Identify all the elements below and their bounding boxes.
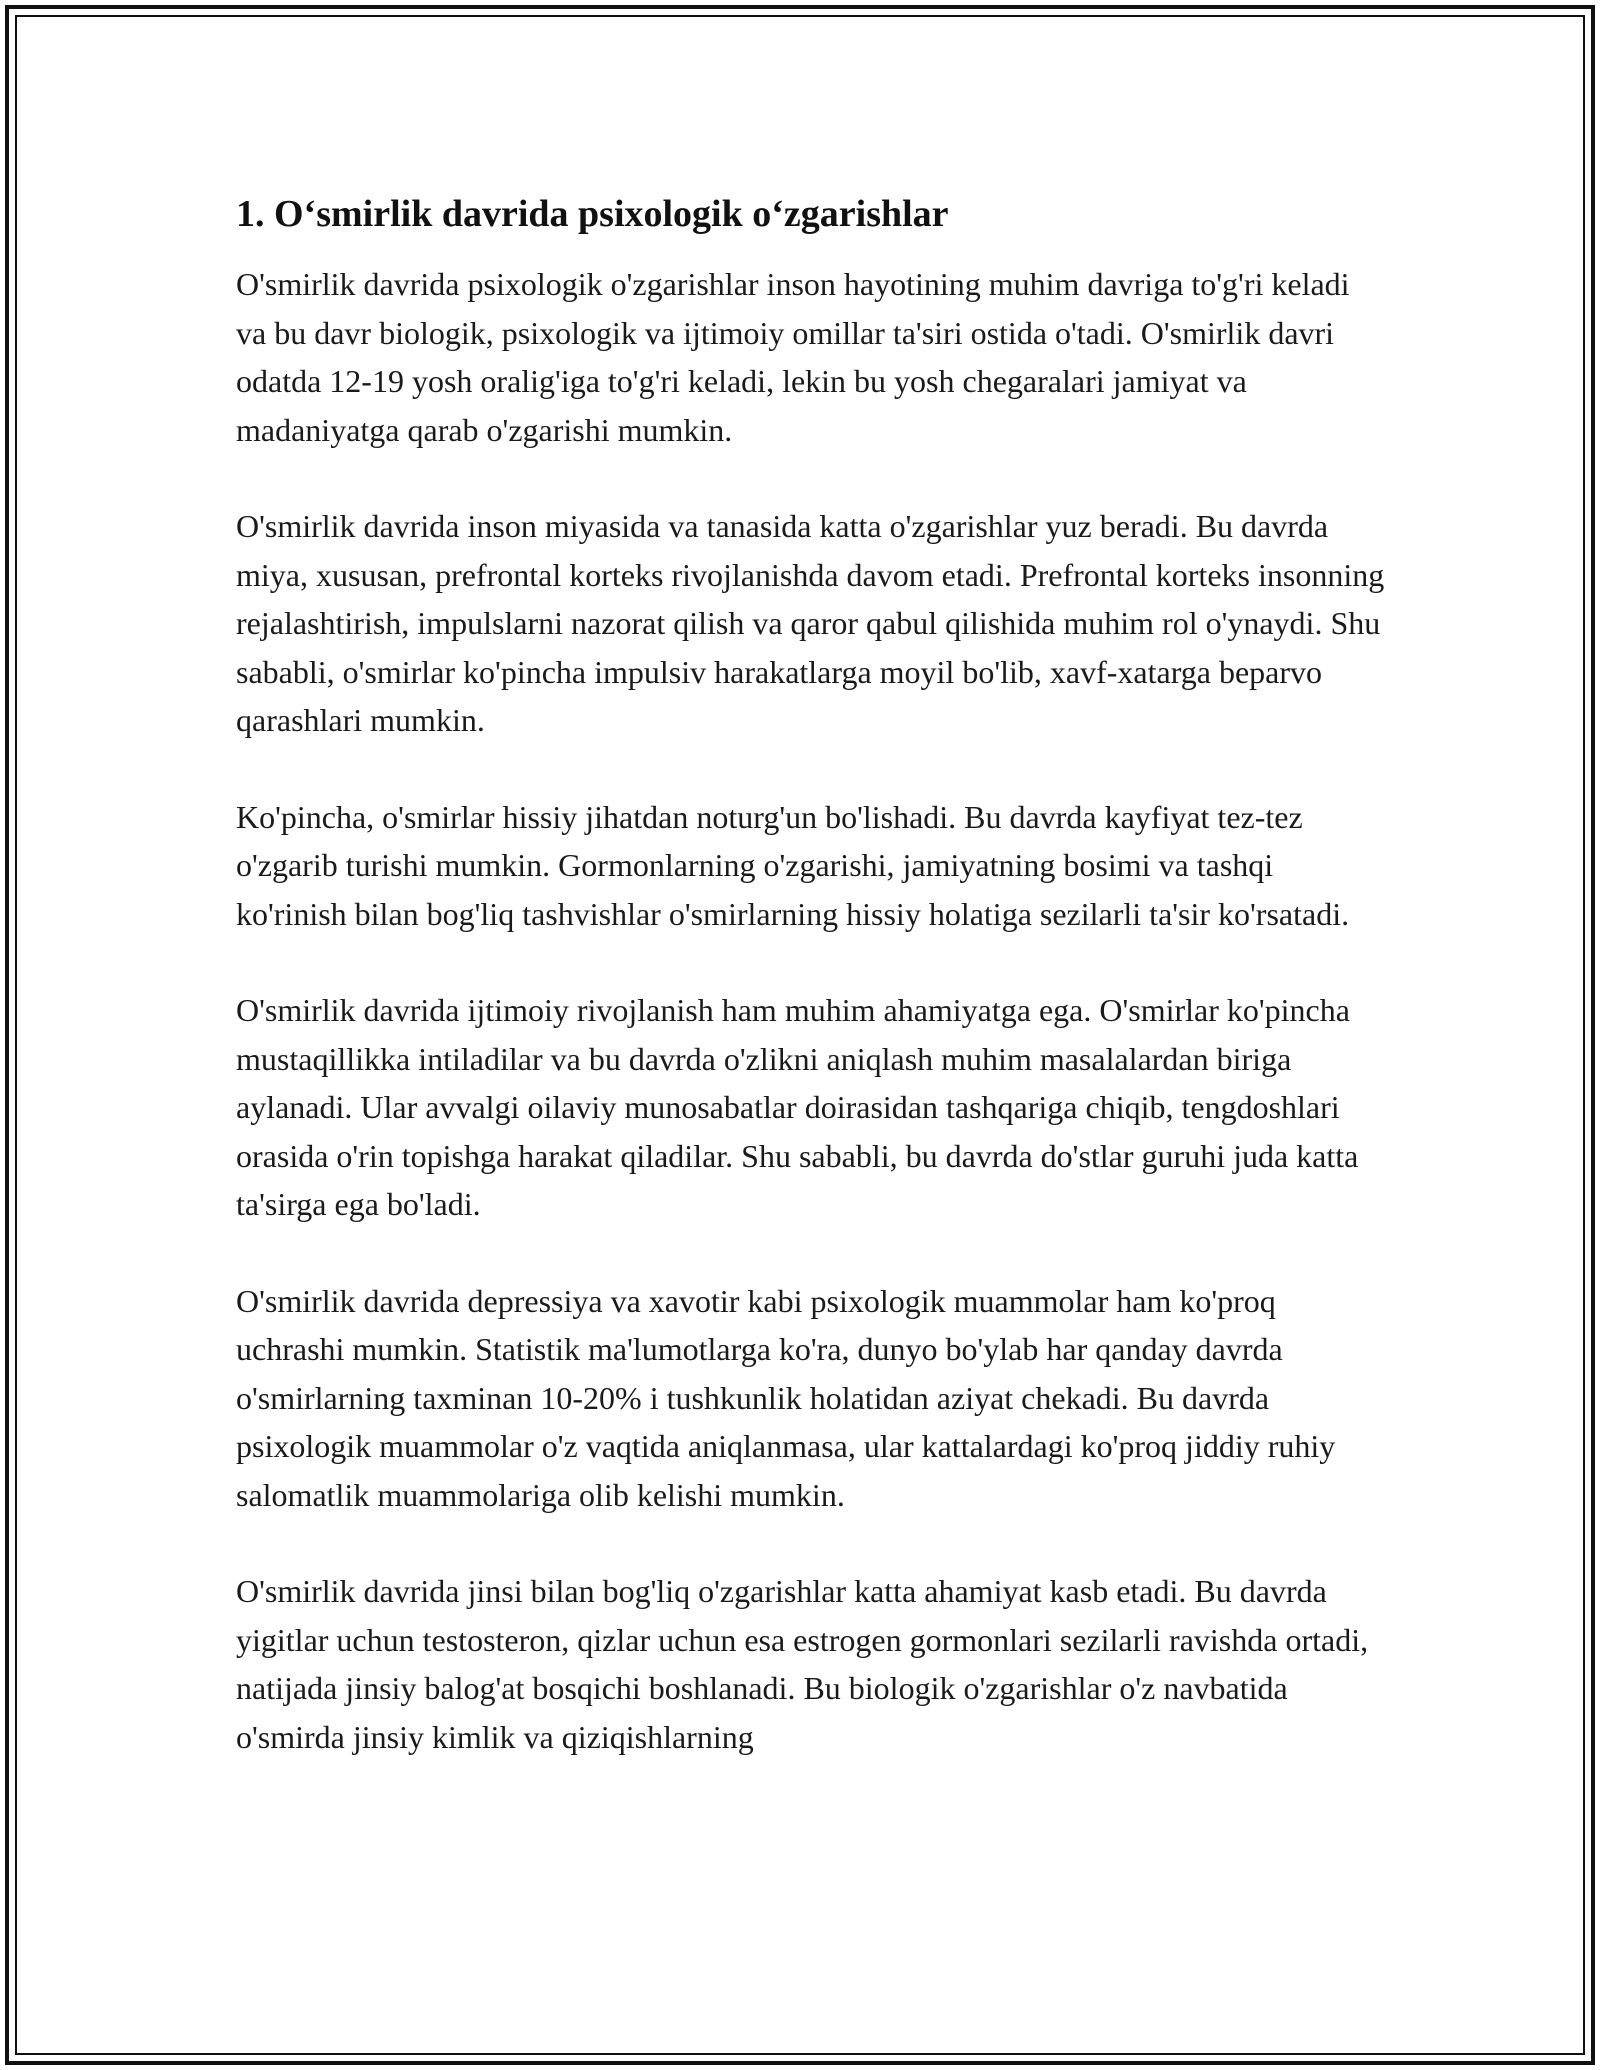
paragraph-4: O'smirlik davrida ijtimoiy rivojlanish ham muhim ahamiyatga ega. O'smirlar ko'pincha mustaqillikka intiladilar va bu davrda o'zlikni aniqlash muhim masalalardan biriga aylanadi. Ular avvalgi oilaviy munosabatlar doirasidan tashqariga chiqib, tengdoshlari orasida o'rin topishga harakat qiladilar. Shu sababli, bu davrda do'stlar guruhi juda katta ta'sirga ega bo'ladi. xyxy=(236,992,1359,1222)
section-title: 1. O‘smirlik davrida psixologik o‘zgarishlar xyxy=(236,193,949,235)
paragraph-5: O'smirlik davrida depressiya va xavotir kabi psixologik muammolar ham ko'proq uchrashi mumkin. Statistik ma'lumotlarga ko'ra, dunyo bo'ylab har qanday davrda o'smirlarning taxminan 10-20% i tushkunlik holatidan aziyat chekadi. Bu davrda psixologik muammolar o'z vaqtida aniqlanmasa, ular kattalardagi ko'proq jiddiy ruhiy salomatlik muammolariga olib kelishi mumkin. xyxy=(236,1282,1336,1513)
paragraph-1: O'smirlik davrida psixologik o'zgarishlar inson hayotining muhim davriga to'g'ri keladi va bu davr biologik, psixologik va ijtimoiy omillar ta'siri ostida o'tadi. O'smirlik davri odatda 12-19 yosh oralig'iga to'g'ri keladi, lekin bu yosh chegaralari jamiyat va madaniyatga qarab o'zgarishi mumkin. xyxy=(236,266,1350,448)
paragraph-2: O'smirlik davrida inson miyasida va tanasida katta o'zgarishlar yuz beradi. Bu davrda miya, xususan, prefrontal korteks rivojlanishda davom etadi. Prefrontal korteks insonning rejalashtirish, impulslarni nazorat qilish va qaror qabul qilishida muhim rol o'ynaydi. Shu sababli, o'smirlar ko'pincha impulsiv harakatlarga moyil bo'lib, xavf-xatarga beparvo qarashlari mumkin. xyxy=(236,508,1385,738)
paragraph-3: Ko'pincha, o'smirlar hissiy jihatdan noturg'un bo'lishadi. Bu davrda kayfiyat tez-tez o'zgarib turishi mumkin. Gormonlarning o'zgarishi, jamiyatning bosimi va tashqi ko'rinish bilan bog'liq tashvishlar o'smirlarning hissiy holatiga sezilarli ta'sir ko'rsatadi. xyxy=(236,798,1350,932)
paragraph-6: O'smirlik davrida jinsi bilan bog'liq o'zgarishlar katta ahamiyat kasb etadi. Bu davrda yigitlar uchun testosteron, qizlar uchun esa estrogen gormonlari sezilarli ravishda ortadi, natijada jinsiy balog'at bosqichi boshlanadi. Bu biologik o'zgarishlar o'z navbatida o'smirda jinsiy kimlik va qiziqishlarning xyxy=(236,1573,1369,1755)
document-body xyxy=(236,186,1386,1809)
